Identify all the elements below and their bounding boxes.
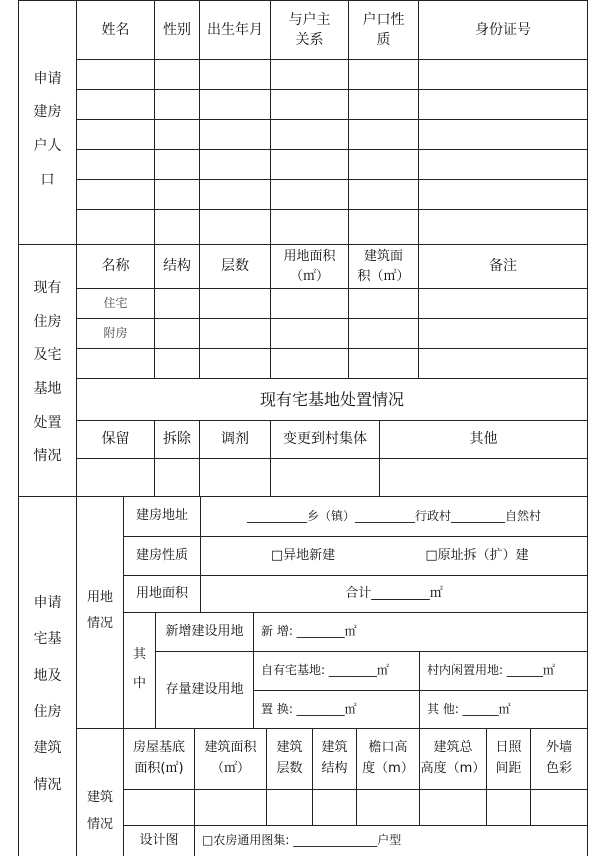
- label-line: 情况: [33, 776, 62, 793]
- nature-label: 建房性质: [135, 547, 188, 563]
- header-line: 度（m）: [362, 761, 414, 776]
- existing-section-label: [19, 278, 76, 468]
- header-line: （㎡）: [210, 761, 250, 776]
- other-field[interactable]: 其 他: ______㎡: [427, 701, 511, 716]
- area-label: 用地面积: [135, 585, 188, 601]
- header-line: 建筑面积: [204, 740, 257, 756]
- label-line: 现有: [33, 280, 62, 297]
- header-line: 日照: [495, 740, 522, 756]
- row-line: [76, 119, 588, 120]
- header-line: 建筑面: [363, 249, 403, 264]
- header-other: 其他: [469, 431, 498, 448]
- label-line: 基地: [33, 381, 62, 397]
- application-section-label: [19, 596, 76, 792]
- label-line: 处置: [33, 414, 62, 431]
- address-label: 建房地址: [135, 508, 188, 524]
- area-total-field[interactable]: 合计_________㎡: [345, 585, 443, 601]
- header-line: （㎡）: [289, 268, 329, 284]
- land-situation-label: [77, 580, 123, 642]
- label-line: 情况: [86, 616, 113, 631]
- header-remarks: 备注: [489, 258, 517, 275]
- header-line: 与户主: [288, 11, 331, 28]
- disposal-title: 现有宅基地处置情况: [259, 389, 404, 409]
- header-building-structure: [313, 729, 356, 789]
- new-land-label: 新增建设用地: [165, 623, 244, 639]
- replace-field[interactable]: 置 换: ________㎡: [261, 701, 357, 716]
- design-field[interactable]: □农房通用图集: ______________户型: [202, 833, 402, 848]
- header-name: 姓名: [101, 21, 130, 38]
- label-line: 申请: [33, 594, 62, 611]
- header-land-area: [271, 245, 348, 288]
- label-line: 口: [40, 171, 55, 188]
- label-line: 户人: [33, 138, 62, 154]
- header-line: 建筑: [321, 740, 348, 756]
- col-line: [253, 612, 254, 728]
- header-id-number: 身份证号: [475, 21, 531, 38]
- header-line: 层数: [276, 761, 303, 776]
- label-line: 及宅: [33, 347, 62, 364]
- applicant-section-label: [19, 60, 76, 200]
- label-line: 建房: [33, 104, 62, 121]
- header-line: 建筑: [276, 740, 303, 756]
- header-structure: 结构: [163, 258, 191, 275]
- header-line: 色彩: [545, 761, 572, 776]
- label-line: 住房: [33, 313, 62, 330]
- header-line: 房屋基底: [132, 740, 185, 756]
- label-line: 建筑: [33, 740, 62, 757]
- row-line: [76, 209, 588, 210]
- label-line: 用地: [86, 590, 113, 605]
- row-line: [76, 89, 588, 90]
- header-building-floors: [267, 729, 312, 789]
- label-line: 建筑: [86, 789, 113, 805]
- row-annex: 附房: [103, 325, 128, 340]
- header-line: 户口性: [362, 11, 405, 28]
- header-sun-spacing: [487, 729, 530, 789]
- header-line: 面积(㎡): [134, 761, 184, 776]
- qizhong-label: [124, 640, 155, 700]
- header-line: 建筑总: [433, 740, 473, 756]
- row-residence: 住宅: [103, 295, 128, 310]
- header-line: 质: [376, 32, 391, 48]
- row-line: [76, 179, 588, 180]
- header-line: 间距: [495, 761, 522, 776]
- nature-option-new-site[interactable]: □异地新建: [270, 547, 336, 563]
- village-idle-field[interactable]: 村内闲置用地: ______㎡: [427, 663, 555, 678]
- address-field[interactable]: __________乡（镇）__________行政村_________自然村: [246, 508, 541, 523]
- design-label: 设计图: [139, 832, 179, 848]
- border-right: [587, 0, 588, 856]
- label-line: 住房: [33, 704, 62, 720]
- header-birth: 出生年月: [207, 21, 263, 38]
- row-line: [76, 149, 588, 150]
- header-keep: 保留: [101, 431, 130, 448]
- header-gender: 性别: [163, 21, 191, 38]
- header-line: 檐口高: [368, 740, 408, 756]
- header-item-name: 名称: [101, 258, 130, 275]
- header-line: 用地面积: [283, 249, 336, 264]
- label-line: 情况: [86, 817, 113, 832]
- stock-land-label: 存量建设用地: [165, 681, 244, 697]
- header-line: 外墙: [545, 740, 572, 756]
- header-hukou: [349, 1, 418, 59]
- header-demolish: 拆除: [163, 431, 191, 448]
- header-line: 结构: [321, 761, 348, 776]
- header-line: 积（㎡）: [357, 268, 410, 284]
- new-add-field[interactable]: 新 增: ________㎡: [261, 624, 357, 639]
- header-line: 高度（m）: [420, 761, 486, 776]
- header-adjust: 调剂: [221, 431, 249, 448]
- nature-option-rebuild[interactable]: □原址拆（扩）建: [425, 547, 529, 563]
- label-line: 中: [132, 676, 146, 691]
- label-line: 宅基: [33, 631, 62, 648]
- label-line: 其: [132, 647, 146, 663]
- row-line: [76, 458, 588, 459]
- row-line: [76, 348, 588, 349]
- label-line: 申请: [33, 70, 62, 87]
- header-floors: 层数: [221, 258, 249, 275]
- header-base-area: [124, 729, 194, 789]
- row-line: [76, 59, 588, 60]
- header-build-area: [349, 245, 418, 288]
- building-situation-label: [77, 780, 123, 842]
- header-building-area: [195, 729, 266, 789]
- header-wall-color: [531, 729, 587, 789]
- own-homestead-field[interactable]: 自有宅基地: ________㎡: [261, 663, 389, 678]
- header-total-height: [420, 729, 486, 789]
- header-eave-height: [357, 729, 419, 789]
- label-line: 地及: [33, 667, 62, 684]
- label-line: 情况: [33, 448, 62, 465]
- header-relation: [271, 1, 348, 59]
- header-to-collective: 变更到村集体: [283, 431, 367, 448]
- col-line: [419, 651, 420, 728]
- header-line: 关系: [295, 32, 324, 48]
